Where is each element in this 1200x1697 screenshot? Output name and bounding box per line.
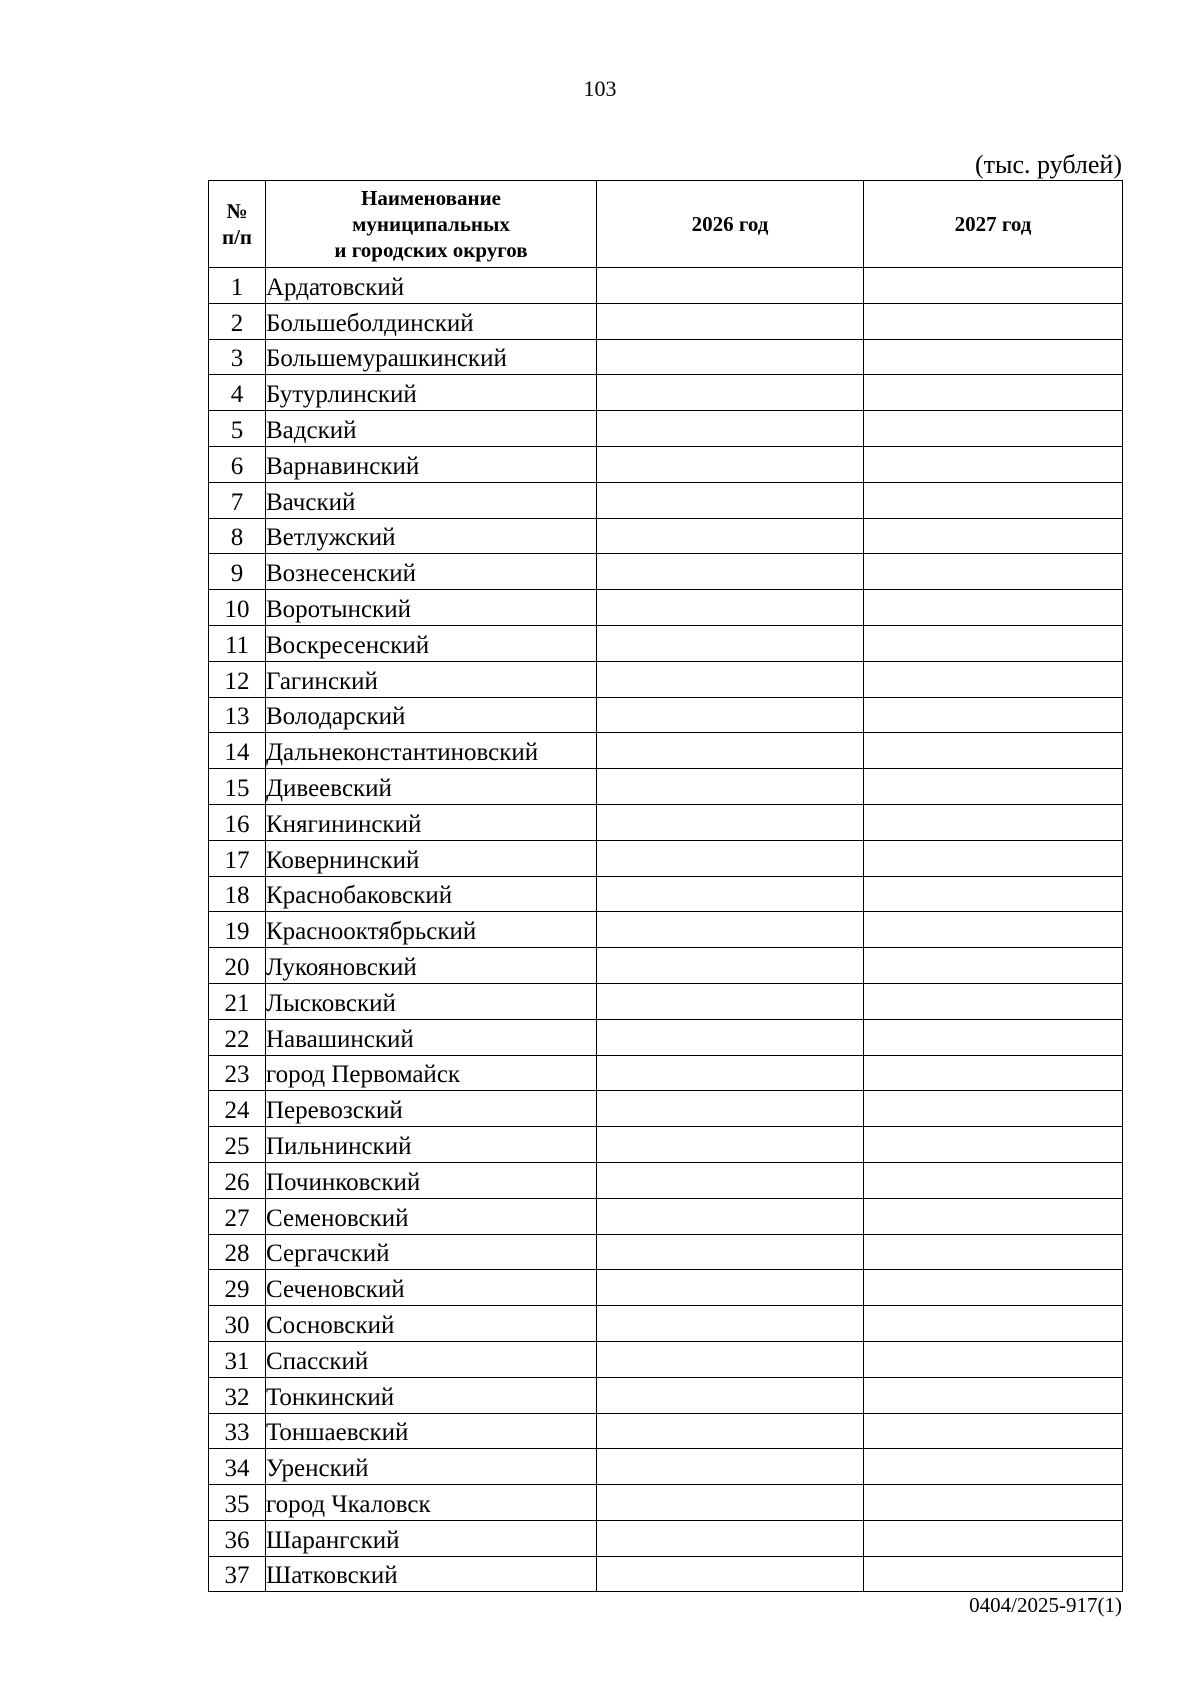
- row-value-2027: [864, 1055, 1123, 1091]
- row-value-2027: [864, 339, 1123, 375]
- row-number: 6: [209, 446, 266, 482]
- table-row: [209, 840, 1123, 876]
- row-number: 22: [209, 1019, 266, 1055]
- row-name: Володарский: [266, 697, 597, 733]
- row-name: Большемурашкинский: [266, 339, 597, 375]
- row-value-2026: [597, 769, 864, 805]
- table-row: [209, 1556, 1123, 1592]
- row-name: Тонкинский: [266, 1377, 597, 1413]
- row-value-2026: [597, 1449, 864, 1485]
- row-name: Воскресенский: [266, 625, 597, 661]
- table-row: [209, 1520, 1123, 1556]
- row-value-2026: [597, 840, 864, 876]
- row-number: 31: [209, 1341, 266, 1377]
- row-value-2026: [597, 590, 864, 626]
- table-row: [209, 912, 1123, 948]
- row-name: Сергачский: [266, 1234, 597, 1270]
- row-number: 12: [209, 661, 266, 697]
- row-number: 29: [209, 1270, 266, 1306]
- row-value-2027: [864, 1019, 1123, 1055]
- row-value-2026: [597, 268, 864, 304]
- row-value-2026: [597, 625, 864, 661]
- table-row: [209, 375, 1123, 411]
- row-value-2026: [597, 518, 864, 554]
- row-value-2027: [864, 554, 1123, 590]
- row-value-2027: [864, 1198, 1123, 1234]
- row-name: Перевозский: [266, 1091, 597, 1127]
- row-value-2026: [597, 482, 864, 518]
- row-value-2026: [597, 804, 864, 840]
- row-number: 3: [209, 339, 266, 375]
- row-value-2027: [864, 1520, 1123, 1556]
- row-value-2027: [864, 948, 1123, 984]
- row-value-2027: [864, 1377, 1123, 1413]
- row-value-2026: [597, 1055, 864, 1091]
- row-value-2026: [597, 554, 864, 590]
- table-row: [209, 482, 1123, 518]
- table-row: [209, 518, 1123, 554]
- row-name: Бутурлинский: [266, 375, 597, 411]
- row-number: 26: [209, 1162, 266, 1198]
- row-value-2026: [597, 1413, 864, 1449]
- row-name: Ковернинский: [266, 840, 597, 876]
- row-value-2026: [597, 339, 864, 375]
- row-number: 8: [209, 518, 266, 554]
- table-row: [209, 1127, 1123, 1163]
- row-value-2027: [864, 411, 1123, 447]
- table-row: [209, 697, 1123, 733]
- row-name: Лукояновский: [266, 948, 597, 984]
- row-number: 37: [209, 1556, 266, 1592]
- row-value-2026: [597, 912, 864, 948]
- row-number: 36: [209, 1520, 266, 1556]
- header-name: Наименование муниципальных и городских округов: [266, 181, 597, 268]
- row-name: город Первомайск: [266, 1055, 597, 1091]
- row-value-2027: [864, 1449, 1123, 1485]
- table-row: [209, 1485, 1123, 1521]
- table-row: [209, 1270, 1123, 1306]
- row-value-2027: [864, 1162, 1123, 1198]
- row-value-2027: [864, 1127, 1123, 1163]
- row-value-2027: [864, 983, 1123, 1019]
- row-name: Дивеевский: [266, 769, 597, 805]
- table-row: [209, 733, 1123, 769]
- row-value-2026: [597, 411, 864, 447]
- row-value-2027: [864, 1556, 1123, 1592]
- row-value-2027: [864, 1306, 1123, 1342]
- table-header-row: [209, 181, 1123, 268]
- row-name: Воротынский: [266, 590, 597, 626]
- row-value-2027: [864, 840, 1123, 876]
- row-name: Пильнинский: [266, 1127, 597, 1163]
- row-value-2027: [864, 1270, 1123, 1306]
- table-row: [209, 1198, 1123, 1234]
- table-row: [209, 1413, 1123, 1449]
- row-value-2026: [597, 1485, 864, 1521]
- row-value-2027: [864, 303, 1123, 339]
- table-row: [209, 1377, 1123, 1413]
- table-row: [209, 876, 1123, 912]
- row-name: Вадский: [266, 411, 597, 447]
- row-name: город Чкаловск: [266, 1485, 597, 1521]
- table-row: [209, 339, 1123, 375]
- row-value-2026: [597, 1127, 864, 1163]
- row-value-2026: [597, 983, 864, 1019]
- row-name: Навашинский: [266, 1019, 597, 1055]
- row-name: Краснооктябрьский: [266, 912, 597, 948]
- row-name: Сосновский: [266, 1306, 597, 1342]
- row-value-2027: [864, 697, 1123, 733]
- header-year-2027: 2027 год: [864, 181, 1123, 268]
- row-value-2026: [597, 948, 864, 984]
- row-value-2027: [864, 912, 1123, 948]
- row-name: Шатковский: [266, 1556, 597, 1592]
- row-number: 7: [209, 482, 266, 518]
- row-name: Семеновский: [266, 1198, 597, 1234]
- row-number: 14: [209, 733, 266, 769]
- row-number: 9: [209, 554, 266, 590]
- table-row: [209, 1019, 1123, 1055]
- row-number: 35: [209, 1485, 266, 1521]
- row-name: Вачский: [266, 482, 597, 518]
- row-number: 33: [209, 1413, 266, 1449]
- row-number: 4: [209, 375, 266, 411]
- row-value-2027: [864, 733, 1123, 769]
- row-name: Спасский: [266, 1341, 597, 1377]
- row-value-2027: [864, 375, 1123, 411]
- row-value-2026: [597, 1234, 864, 1270]
- row-number: 5: [209, 411, 266, 447]
- table-row: [209, 983, 1123, 1019]
- row-value-2026: [597, 1198, 864, 1234]
- row-value-2026: [597, 1556, 864, 1592]
- row-name: Уренский: [266, 1449, 597, 1485]
- row-value-2027: [864, 1091, 1123, 1127]
- row-value-2026: [597, 375, 864, 411]
- row-value-2026: [597, 697, 864, 733]
- row-value-2026: [597, 1341, 864, 1377]
- row-value-2026: [597, 733, 864, 769]
- row-value-2026: [597, 1270, 864, 1306]
- row-value-2027: [864, 446, 1123, 482]
- table-row: [209, 1341, 1123, 1377]
- row-value-2027: [864, 1341, 1123, 1377]
- row-name: Гагинский: [266, 661, 597, 697]
- row-number: 28: [209, 1234, 266, 1270]
- row-name: Починковский: [266, 1162, 597, 1198]
- row-number: 10: [209, 590, 266, 626]
- row-name: Сеченовский: [266, 1270, 597, 1306]
- row-value-2026: [597, 661, 864, 697]
- row-name: Тоншаевский: [266, 1413, 597, 1449]
- table-row: [209, 268, 1123, 304]
- table-row: [209, 590, 1123, 626]
- row-value-2027: [864, 1485, 1123, 1521]
- row-name: Варнавинский: [266, 446, 597, 482]
- row-name: Ветлужский: [266, 518, 597, 554]
- row-number: 18: [209, 876, 266, 912]
- row-number: 1: [209, 268, 266, 304]
- table-row: [209, 769, 1123, 805]
- row-name: Лысковский: [266, 983, 597, 1019]
- row-value-2027: [864, 625, 1123, 661]
- row-value-2026: [597, 1162, 864, 1198]
- table-row: [209, 625, 1123, 661]
- row-value-2027: [864, 661, 1123, 697]
- table-row: [209, 1055, 1123, 1091]
- row-number: 21: [209, 983, 266, 1019]
- row-value-2026: [597, 446, 864, 482]
- row-number: 30: [209, 1306, 266, 1342]
- header-num: № п/п: [209, 181, 266, 268]
- row-number: 20: [209, 948, 266, 984]
- row-number: 15: [209, 769, 266, 805]
- row-value-2027: [864, 1413, 1123, 1449]
- row-value-2027: [864, 590, 1123, 626]
- row-number: 24: [209, 1091, 266, 1127]
- row-value-2026: [597, 1377, 864, 1413]
- table-row: [209, 948, 1123, 984]
- table-row: [209, 1449, 1123, 1485]
- row-value-2027: [864, 482, 1123, 518]
- header-year-2026: 2026 год: [597, 181, 864, 268]
- table-row: [209, 554, 1123, 590]
- budget-table: [208, 180, 1123, 1592]
- row-value-2027: [864, 1234, 1123, 1270]
- table-row: [209, 411, 1123, 447]
- row-value-2027: [864, 804, 1123, 840]
- row-name: Большеболдинский: [266, 303, 597, 339]
- row-number: 19: [209, 912, 266, 948]
- table-row: [209, 661, 1123, 697]
- table-row: [209, 446, 1123, 482]
- row-value-2026: [597, 1091, 864, 1127]
- row-number: 2: [209, 303, 266, 339]
- table-row: [209, 804, 1123, 840]
- table-row: [209, 1091, 1123, 1127]
- row-number: 17: [209, 840, 266, 876]
- row-name: Ардатовский: [266, 268, 597, 304]
- row-number: 34: [209, 1449, 266, 1485]
- document-code: 0404/2025-917(1): [969, 1593, 1122, 1617]
- row-name: Дальнеконстантиновский: [266, 733, 597, 769]
- table-row: [209, 1234, 1123, 1270]
- row-value-2026: [597, 1520, 864, 1556]
- row-name: Шарангский: [266, 1520, 597, 1556]
- row-value-2027: [864, 769, 1123, 805]
- row-value-2026: [597, 1306, 864, 1342]
- row-number: 32: [209, 1377, 266, 1413]
- row-name: Краснобаковский: [266, 876, 597, 912]
- row-name: Вознесенский: [266, 554, 597, 590]
- table-row: [209, 1306, 1123, 1342]
- table-row: [209, 303, 1123, 339]
- row-value-2026: [597, 876, 864, 912]
- row-value-2026: [597, 303, 864, 339]
- row-value-2027: [864, 518, 1123, 554]
- row-number: 23: [209, 1055, 266, 1091]
- row-number: 25: [209, 1127, 266, 1163]
- page-number: 103: [583, 76, 617, 101]
- row-value-2027: [864, 876, 1123, 912]
- table-row: [209, 1162, 1123, 1198]
- row-number: 11: [209, 625, 266, 661]
- row-value-2026: [597, 1019, 864, 1055]
- row-number: 27: [209, 1198, 266, 1234]
- row-number: 13: [209, 697, 266, 733]
- table-body: [209, 268, 1123, 1592]
- unit-label: (тыс. рублей): [974, 150, 1122, 179]
- row-name: Княгининский: [266, 804, 597, 840]
- row-number: 16: [209, 804, 266, 840]
- row-value-2027: [864, 268, 1123, 304]
